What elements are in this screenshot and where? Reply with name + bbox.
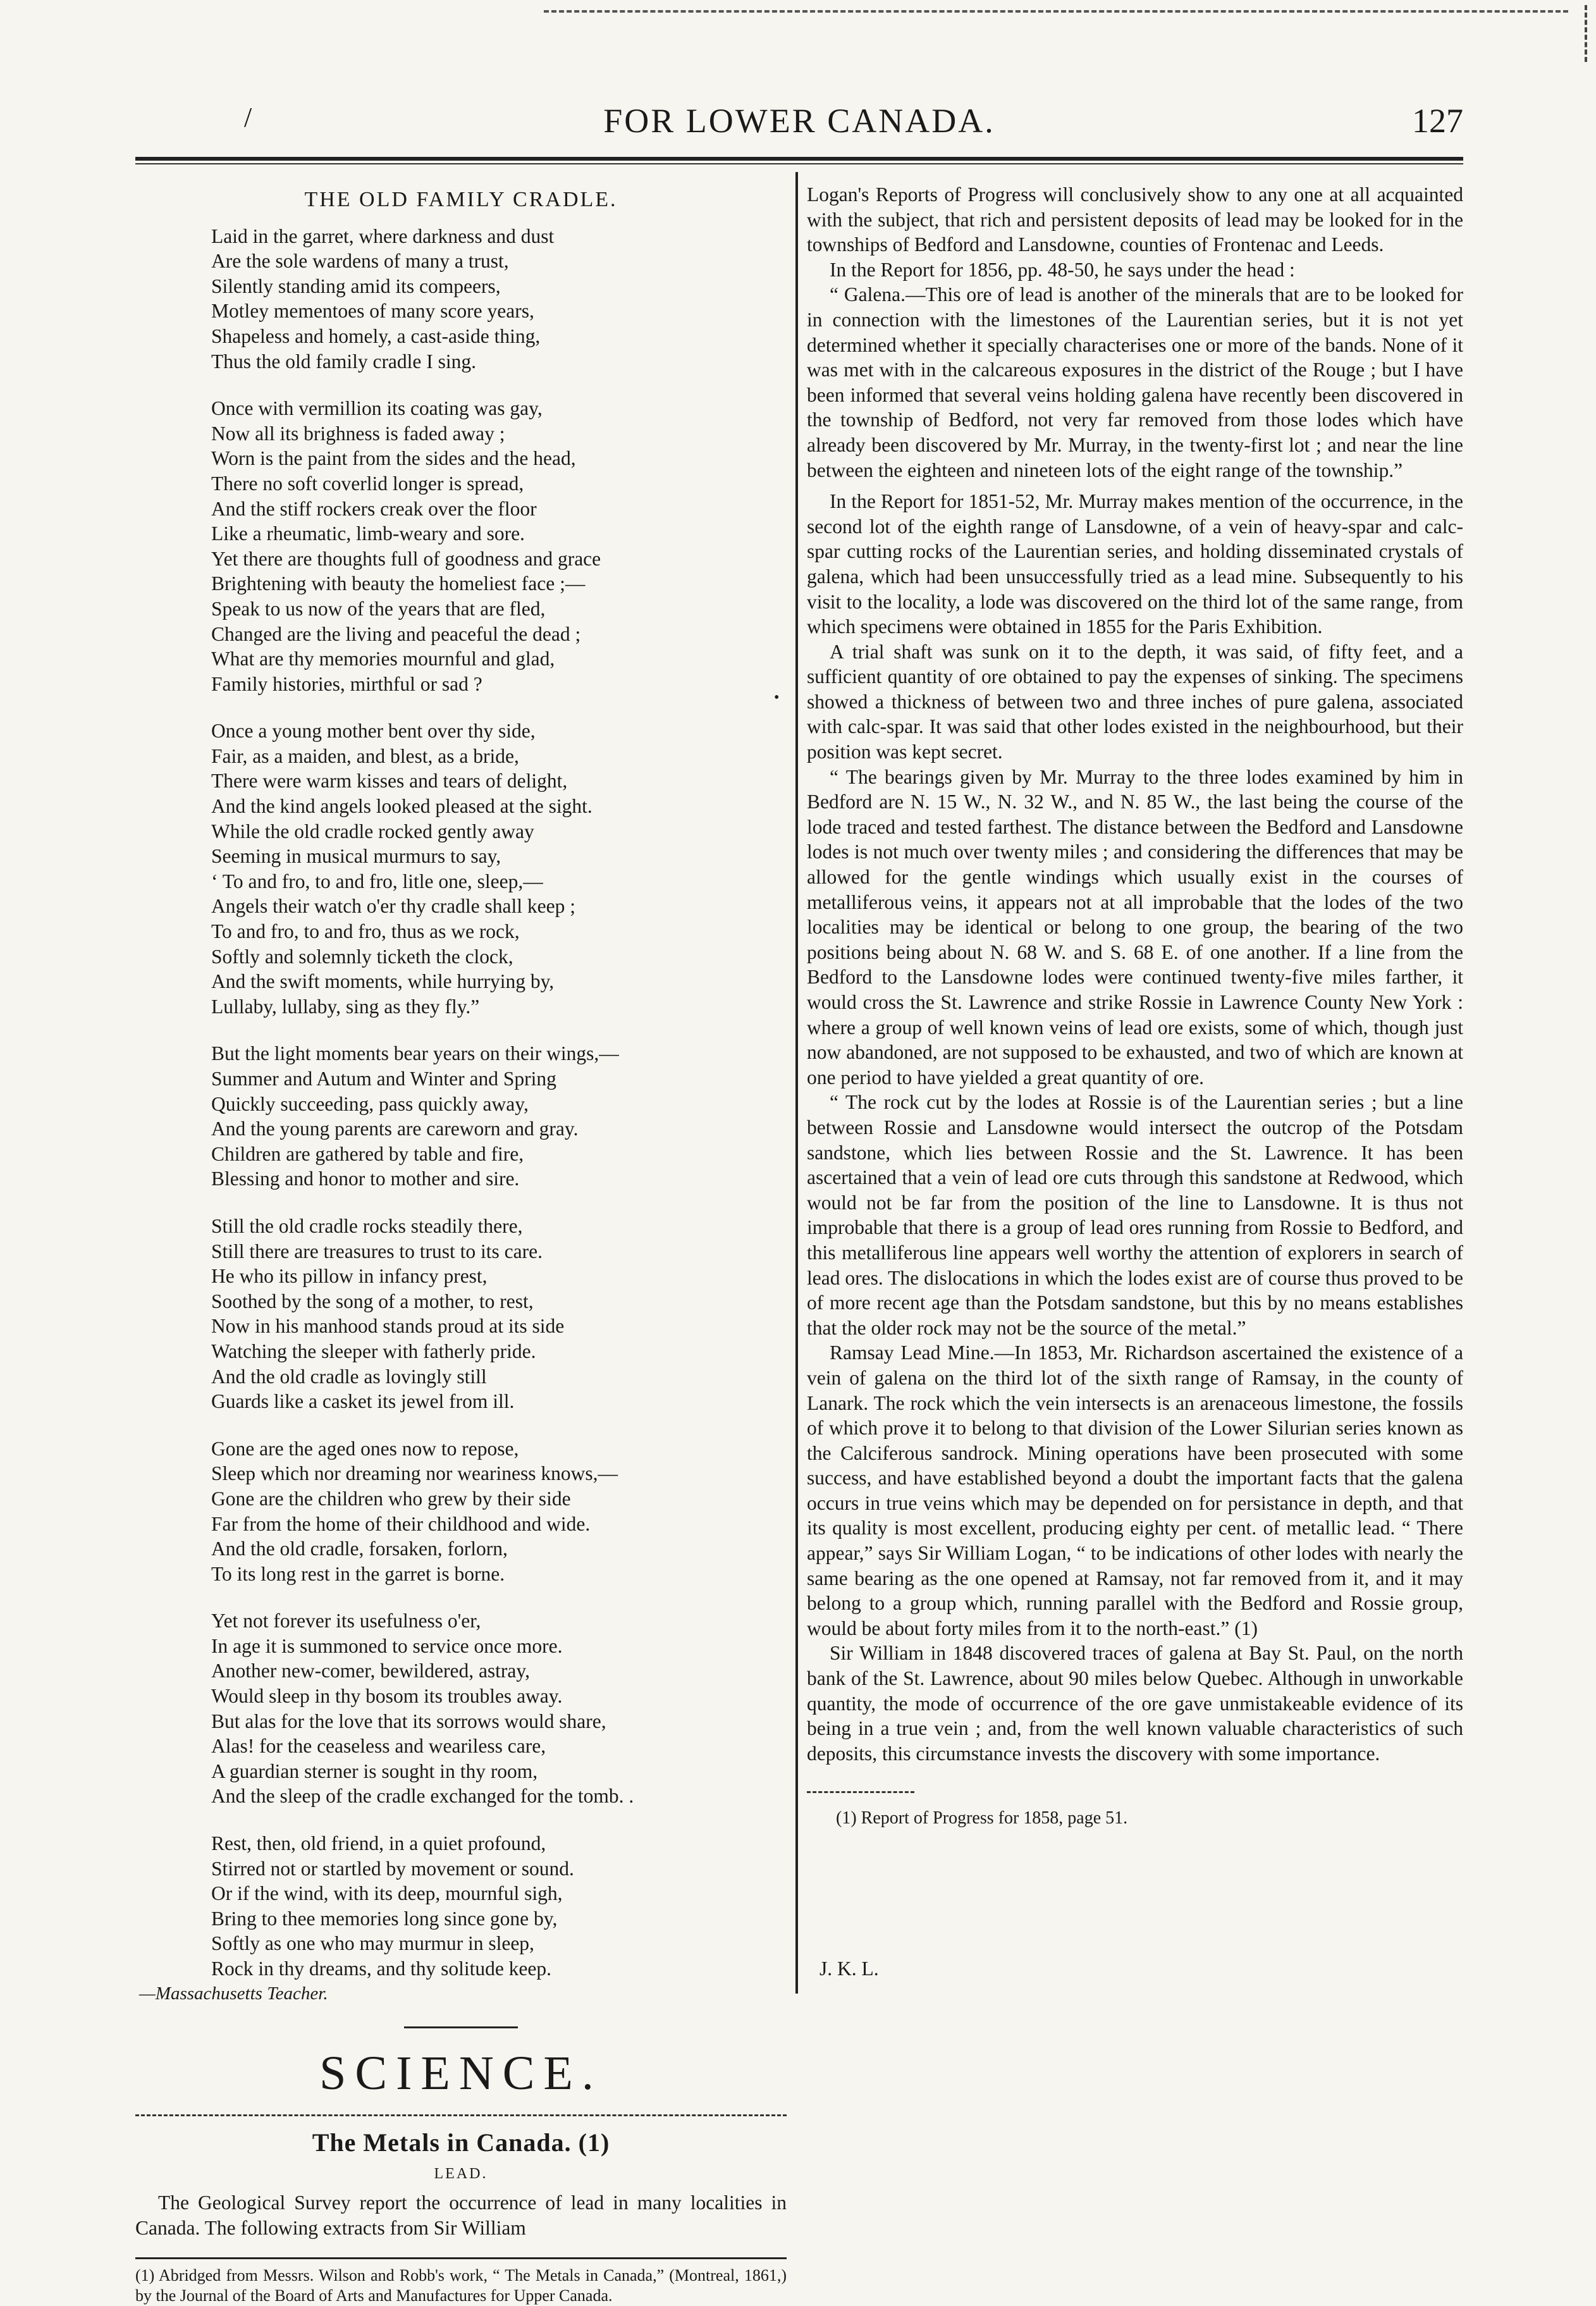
paragraph: In the Report for 1856, pp. 48-50, he says under the head :: [830, 258, 1295, 281]
poem-line: Thus the old family cradle I sing.: [211, 350, 477, 373]
header-rule-thin: [135, 163, 1463, 164]
poem-stanza: [211, 396, 787, 696]
poem-line: And the young parents are careworn and gray.: [211, 1118, 579, 1140]
poem-line: Rock in thy dreams, and thy solitude keep.: [211, 1958, 552, 1980]
science-dashed-rule: [135, 2114, 787, 2116]
poem-line: Watching the sleeper with fatherly pride.: [211, 1340, 536, 1362]
paragraph: Sir William in 1848 discovered traces of galena at Bay St. Paul, on the north bank of the St. Lawrence, about 90 miles below Quebec. Although in unworkable quantity, the mode of occurrence of the ore gave unmistakeable evidence of its being in a true vein ; and, from the well known valuable characteristics of such deposits, this circumstance invests the discovery with some importance.: [807, 1642, 1463, 1765]
margin-dot: •: [774, 689, 780, 706]
poem-line: Laid in the garret, where darkness and dust: [211, 225, 555, 247]
poem-line: Soothed by the song of a mother, to rest,: [211, 1290, 534, 1312]
poem-line: And the kind angels looked pleased at the sight.: [211, 795, 592, 818]
poem-line: Brightening with beauty the homeliest face ;—: [211, 572, 586, 595]
article-subtitle: LEAD.: [434, 2165, 488, 2182]
poem-line: Changed are the living and peaceful the dead ;: [211, 622, 581, 645]
poem-line: And the stiff rockers creak over the floor: [211, 497, 537, 520]
right-column: [807, 182, 1463, 1831]
running-title: FOR LOWER CANADA.: [603, 102, 995, 140]
poem-line: But the light moments bear years on their wings,—: [211, 1042, 619, 1065]
article-title: The Metals in Canada. (1): [312, 2128, 610, 2157]
article-intro: The Geological Survey report the occurrence of lead in many localities in Canada. The following extracts from Sir William: [135, 2192, 787, 2239]
right-edge-marks: [1581, 5, 1587, 62]
page-header: [135, 101, 1463, 145]
poem-line: In age it is summoned to service once more.: [211, 1634, 563, 1657]
header-rule-thick: [135, 157, 1463, 161]
poem-line: Once with vermillion its coating was gay,: [211, 397, 543, 420]
poem-line: Alas! for the ceaseless and weariless care,: [211, 1735, 546, 1758]
footnote-rule: [807, 1791, 914, 1793]
poem-stanza: [211, 1436, 787, 1587]
poem-line: Softly as one who may murmur in sleep,: [211, 1932, 534, 1955]
paragraph: Ramsay Lead Mine.—In 1853, Mr. Richardson ascertained the existence of a vein of galena on the third lot of the sixth range of Ramsay, in the county of Lanark. The rock which the vein intersects is an arenaceous limestone, the fossils of which prove it to belong to that division of the Lower Silurian series known as the Calciferous sandrock. Mining operations have been prosecuted with some success, and have established beyond a doubt the important facts that the galena occurs in true veins which may be depended on for persistance in depth, and that its quality is most excellent, producing eighty per cent. of metallic lead. “ There appear,” says Sir William Logan, “ to be indications of other lodes with nearly the same bearing as the one opened at Ramsay, not far removed from it, and it may belong to a group which, running parallel with the Bedford and Rossie group, would be about forty miles from it to the north-east.” (1): [807, 1341, 1463, 1639]
poem-line: Now in his manhood stands proud at its side: [211, 1315, 565, 1338]
right-footnote: (1) Report of Progress for 1858, page 51.: [836, 1808, 1128, 1828]
poem-line: There were warm kisses and tears of delight,: [211, 770, 568, 792]
paragraph: A trial shaft was sunk on it to the depth, it was said, of fifty feet, and a sufficient quantity of ore obtained to pay the expenses of sinking. The specimens showed a thickness of between two and three inches of pure galena, associated with calc-spar. It was said that other lodes existed in the neighbourhood, but their position was kept secret.: [807, 640, 1463, 763]
poem-line: To and fro, to and fro, thus as we rock,: [211, 920, 520, 943]
poem-line: And the old cradle, forsaken, forlorn,: [211, 1538, 508, 1560]
paragraph: “ The bearings given by Mr. Murray to the three lodes examined by him in Bedford are N. 15 W., N. 32 W., and N. 85 W., the last being the course of the lode traced and tested farthest. The distance between the Bedford and Lansdowne lodes is not much over twenty miles ; and considering the differences that may be allowed for the gentle windings which usually exist in the courses of metalliferous veins, it appears not at all improbable that the lodes of the two localities may be identical or belong to one group, the bearing of the two positions being about N. 68 W. and S. 68 E. of one another. If a line from the Bedford to the Lansdowne lodes were continued twenty-five miles farther, it would cross the St. Lawrence and strike Rossie in Lawrence County New York : where a group of well known veins of lead ore exists, some of which, though just now abandoned, are not supposed to be exhausted, and two of which are known at one period to have yielded a great quantity of ore.: [807, 765, 1463, 1088]
poem-line: Quickly succeeding, pass quickly away,: [211, 1092, 529, 1115]
poem-line: Sleep which nor dreaming nor weariness knows,—: [211, 1462, 618, 1485]
poem-line: What are thy memories mournful and glad,: [211, 648, 555, 670]
poem-line: Family histories, mirthful or sad ?: [211, 672, 482, 695]
poem-line: Once a young mother bent over thy side,: [211, 720, 536, 743]
poem-line: Or if the wind, with its deep, mournful sigh,: [211, 1882, 563, 1905]
poem-line: Blessing and honor to mother and sire.: [211, 1168, 520, 1190]
poem-line: Children are gathered by table and fire,: [211, 1142, 524, 1165]
poem-line: To its long rest in the garret is borne.: [211, 1562, 505, 1585]
paragraph: “ Galena.—This ore of lead is another of the minerals that are to be looked for in connection with the limestones of the Laurentian series, but it is not yet determined whether it specially characterises one or more of the bands. None of it was met with in the calcareous exposures in the district of the Rouge ; but I have been informed that several veins holding galena have recently been discovered in the township of Bedford, not very far removed from those lodes which have already been discovered by Mr. Murray, in the twenty-first lot ; and near the line between the eighteen and nineteen lots of the eight range of the township.”: [807, 283, 1463, 481]
poem-line: Worn is the paint from the sides and the head,: [211, 447, 576, 470]
poem-line: Stirred not or startled by movement or sound.: [211, 1857, 574, 1880]
poem-line: Still there are treasures to trust to its care.: [211, 1240, 543, 1262]
poem-line: While the old cradle rocked gently away: [211, 820, 534, 842]
poem-line: Silently standing amid its compeers,: [211, 274, 501, 297]
poem-line: Gone are the aged ones now to repose,: [211, 1437, 519, 1460]
poem-line: Motley mementoes of many score years,: [211, 300, 534, 323]
poem-line: Seeming in musical murmurs to say,: [211, 845, 501, 868]
poem-line: Fair, as a maiden, and blest, as a bride,: [211, 744, 519, 767]
poem-line: Summer and Autum and Winter and Spring: [211, 1068, 556, 1090]
poem-line: He who its pillow in infancy prest,: [211, 1265, 488, 1288]
footnote-rule: [135, 2257, 787, 2259]
page-number: 127: [1412, 102, 1463, 140]
poem-line: Softly and solemnly ticketh the clock,: [211, 945, 513, 968]
left-footnote: (1) Abridged from Messrs. Wilson and Robb's work, “ The Metals in Canada,” (Montreal, 1861,) by the Journal of the Board of Arts and Manufactures for Upper Canada.: [135, 2266, 787, 2305]
poem-line: Bring to thee memories long since gone by,: [211, 1907, 558, 1930]
poem-line: Would sleep in thy bosom its troubles away.: [211, 1685, 563, 1708]
poem-line: Another new-comer, bewildered, astray,: [211, 1660, 530, 1682]
section-rule: [404, 2026, 518, 2028]
poem-line: Now all its brighness is faded away ;: [211, 422, 505, 445]
poem-line: Guards like a casket its jewel from ill.: [211, 1390, 515, 1413]
poem-line: Angels their watch o'er thy cradle shall keep ;: [211, 895, 575, 918]
poem-line: Like a rheumatic, limb-weary and sore.: [211, 522, 525, 545]
top-edge-dashes: [544, 10, 1568, 13]
poem-stanzas: [135, 224, 787, 1809]
poem-source: —Massachusetts Teacher.: [139, 1983, 328, 2004]
paragraph: In the Report for 1851-52, Mr. Murray makes mention of the occurrence, in the second lot of the eighth range of Lansdowne, of a vein of heavy-spar and calc-spar cutting rocks of the Laurentian series, and holding disseminated crystals of galena, which had been unsuccessfully tried as a lead mine. Subsequently to his visit to the locality, a lode was discovered on the third lot of the same range, from which specimens were obtained in 1855 for the Paris Exhibition.: [807, 490, 1463, 638]
poem-stanza: [211, 224, 787, 374]
science-heading: SCIENCE.: [319, 2047, 603, 2100]
poem-line: Still the old cradle rocks steadily there,: [211, 1214, 523, 1237]
poem-line: Lullaby, lullaby, sing as they fly.”: [211, 995, 480, 1018]
poem-line: Gone are the children who grew by their side: [211, 1487, 571, 1510]
header-tick-mark: /: [244, 102, 252, 133]
paragraph: Logan's Reports of Progress will conclusively show to any one at all acquainted with the subject, that rich and persistent deposits of lead may be looked for in the townships of Bedford and Lansdowne, counties of Frontenac and Leeds.: [807, 183, 1463, 256]
poem-title: THE OLD FAMILY CRADLE.: [304, 188, 618, 211]
poem-stanza: [211, 1041, 787, 1192]
poem-signature-row: [211, 1956, 879, 1982]
poem-line: And the old cradle as lovingly still: [211, 1365, 487, 1388]
poem-stanza: [211, 718, 787, 1019]
poem-stanza: [211, 1214, 787, 1414]
poem-line: Shapeless and homely, a cast-aside thing,: [211, 324, 541, 347]
poem-line: And the sleep of the cradle exchanged for the tomb. .: [211, 1785, 634, 1808]
author-initials: J. K. L.: [819, 1958, 879, 1980]
poem-line: ‘ To and fro, to and fro, litle one, sleep,—: [211, 870, 543, 892]
poem-line: And the swift moments, while hurrying by,: [211, 970, 555, 993]
poem-line: Speak to us now of the years that are fled,: [211, 597, 546, 620]
poem-line: A guardian sterner is sought in thy room,: [211, 1760, 538, 1782]
poem-line: Yet there are thoughts full of goodness and grace: [211, 547, 601, 570]
poem-line: Rest, then, old friend, in a quiet profound,: [211, 1832, 546, 1855]
poem-line: But alas for the love that its sorrows would share,: [211, 1710, 606, 1732]
poem-line: There no soft coverlid longer is spread,: [211, 472, 524, 495]
poem-line: Far from the home of their childhood and wide.: [211, 1512, 591, 1535]
left-column: [135, 182, 879, 2306]
poem-line: Are the sole wardens of many a trust,: [211, 250, 509, 273]
column-divider: [795, 172, 798, 1994]
poem-final-stanza: [211, 1831, 787, 1956]
poem-line: Yet not forever its usefulness o'er,: [211, 1610, 481, 1632]
poem-stanza: [211, 1608, 787, 1809]
paragraph: “ The rock cut by the lodes at Rossie is of the Laurentian series ; but a line between Rossie and Lansdowne would intersect the outcrop of the Potsdam sandstone, which lies between Rossie and the St. Lawrence. It has been ascertained that a vein of lead ore cuts through this sandstone at Redwood, which would not be far from the position of the line to Lansdowne. It is thus not improbable that there is a group of lead ores running from Rossie to Bedford, and this metalliferous line appears well worthy the attention of explorers in search of lead ores. The dislocations in which the lodes exist are of course thus proved to be of more recent age than the Potsdam sandstone, but this by no means establishes that the older rock may not be the source of the metal.”: [807, 1091, 1463, 1339]
